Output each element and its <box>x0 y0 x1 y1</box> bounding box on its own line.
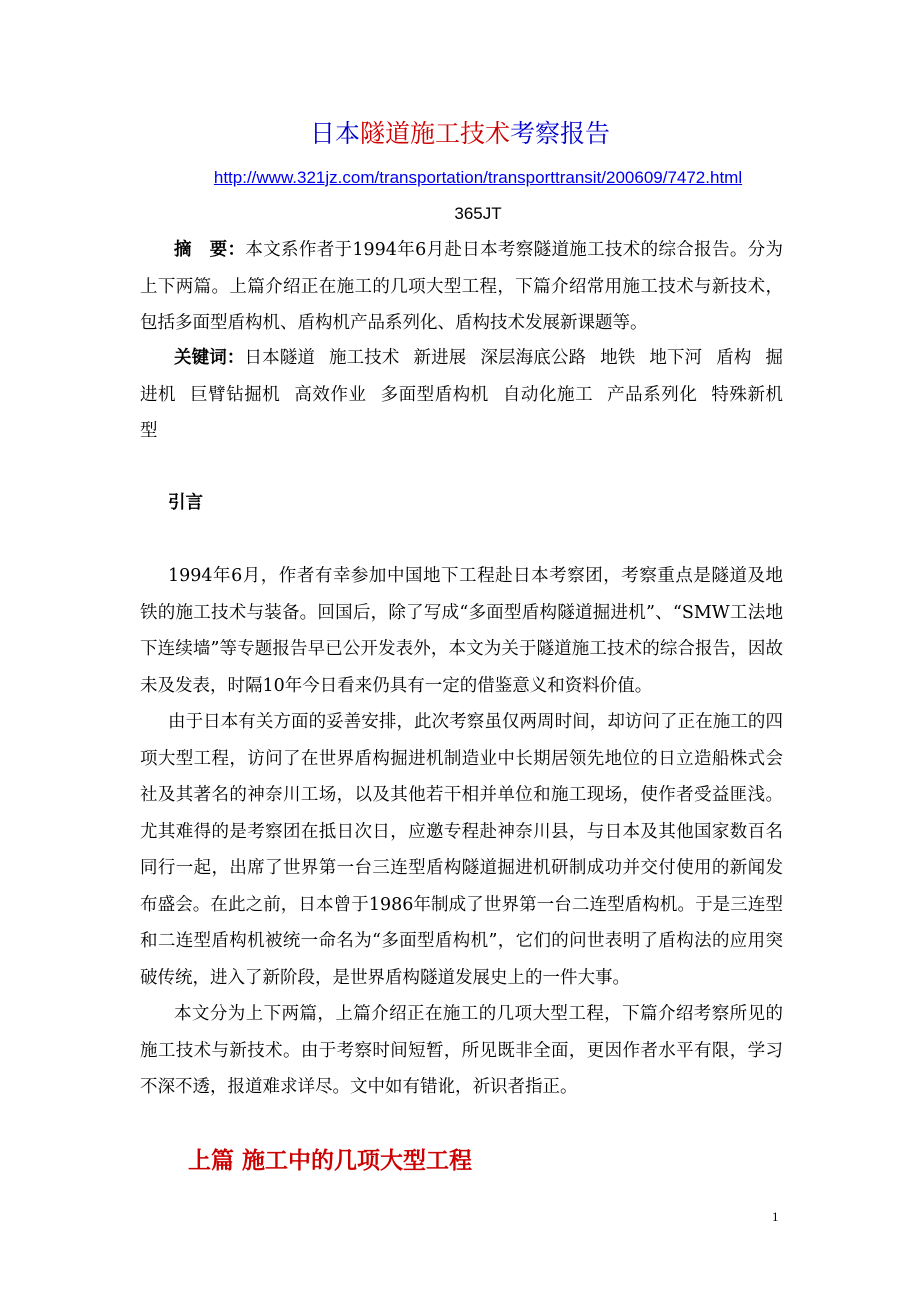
keyword-item: 地铁 <box>600 348 636 368</box>
title-prefix: 日本 <box>309 119 360 148</box>
intro-body <box>140 558 783 1106</box>
abstract-label: 摘 要： <box>174 240 246 260</box>
body-paragraph: 1994年6月，作者有幸参加中国地下工程赴日本考察团，考察重点是隧道及地铁的施工技术与装备。回国后，除了写成“多面型盾构隧道掘进机”、“SMW工法地下连续墙”等专题报告早已公开发表外，本文为关于隧道施工技术的综合报告，因故未及发表，时隔10年今日看来仍具有一定的借鉴意义和资料价值。 <box>140 566 783 696</box>
page-number: 1 <box>772 1209 779 1224</box>
keyword-item: 施工技术 <box>329 348 400 368</box>
abstract-paragraph <box>140 232 783 342</box>
intro-heading: 引言 <box>168 493 203 513</box>
keyword-item: 新进展 <box>413 348 467 368</box>
body-paragraph: 本文分为上下两篇，上篇介绍正在施工的几项大型工程，下篇介绍考察所见的施工技术与新技术。由于考察时间短暂，所见既非全面，更因作者水平有限，学习不深不透，报道难求详尽。文中如有错讹，祈识者指正。 <box>140 1004 783 1097</box>
document-title <box>0 118 920 150</box>
keyword-item: 掘进机 <box>140 348 783 405</box>
keyword-item: 产品系列化 <box>607 384 698 405</box>
keyword-item: 多面型盾构机 <box>380 384 489 405</box>
body-paragraph: 由于日本有关方面的妥善安排，此次考察虽仅两周时间，却访问了正在施工的四项大型工程，访问了在世界盾构掘进机制造业中长期居领先地位的日立造船株式会社及其著名的神奈川工场，以及其他若干相并单位和施工现场，使作者受益匪浅。尤其难得的是考察团在抵日次日，应邀专程赴神奈川县，与日本及其他国家数百名同行一起，出席了世界第一台三连型盾构隧道掘进机研制成功并交付使用的新闻发布盛会。在此之前，日本曾于1986年制成了世界第一台二连型盾构机。于是三连型和二连型盾构机被统一命名为“多面型盾构机”，它们的问世表明了盾构法的应用突破传统，进入了新阶段，是世界盾构隧道发展史上的一件大事。 <box>140 712 783 988</box>
keyword-item: 巨臂钻掘机 <box>190 384 281 405</box>
part-heading: 上篇 施工中的几项大型工程 <box>188 1147 473 1174</box>
keyword-item: 地下河 <box>649 348 703 368</box>
keyword-item: 自动化施工 <box>502 384 594 405</box>
keyword-item: 高效作业 <box>294 384 367 405</box>
author-line: 365JT <box>454 204 502 223</box>
keyword-item: 特殊新机型 <box>140 384 784 441</box>
keywords-label: 关键词： <box>174 348 245 368</box>
title-suffix: 考察报告 <box>510 119 611 148</box>
source-url-link[interactable]: http://www.321jz.com/transportation/transporttransit/200609/7472.html <box>213 168 743 187</box>
keywords-paragraph <box>140 340 783 450</box>
keyword-item: 日本隧道 <box>244 348 315 368</box>
abstract-text: 本文系作者于1994年6月赴日本考察隧道施工技术的综合报告。分为上下两篇。上篇介绍正在施工的几项大型工程，下篇介绍常用施工技术与新技术，包括多面型盾构机、盾构机产品系列化、盾构技术发展新课题等。 <box>140 240 784 333</box>
keyword-item: 盾构 <box>716 348 752 368</box>
keyword-item: 深层海底公路 <box>480 348 587 368</box>
title-highlight: 隧道施工技术 <box>359 119 510 148</box>
